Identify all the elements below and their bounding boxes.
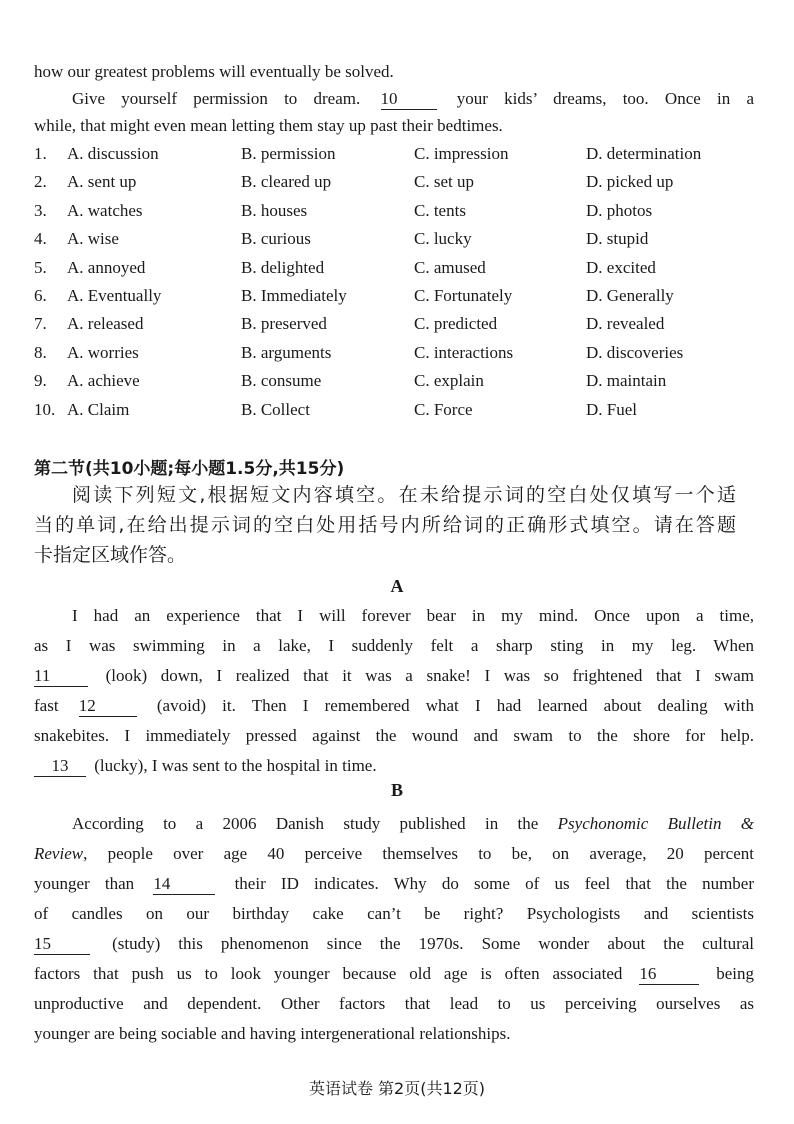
instruction-line: 当的单词,在给出提示词的空白处用括号内所给词的正确形式填空。请在答题 [34, 514, 736, 536]
passage-text: (look) down, I realized that it was a snake! I was so frightened that I swam [105, 666, 755, 685]
option-b[interactable]: B. permission [241, 144, 336, 163]
passage-a-heading: A [390, 576, 404, 596]
passage-line [72, 812, 754, 836]
passage-text: According to a 2006 Danish study published in the [72, 814, 539, 833]
passage-text: (avoid) it. Then I remembered what I had learned about dealing with [156, 696, 755, 715]
option-a[interactable]: A. worries [67, 342, 139, 362]
option-b[interactable]: B. Immediately [241, 286, 347, 305]
passage-line: how our greatest problems will eventually be solved. [34, 62, 394, 81]
question-number: 7. [34, 314, 47, 334]
question-number: 1. [34, 144, 47, 163]
option-b[interactable]: B. cleared up [241, 172, 332, 192]
option-d[interactable]: D. picked up [586, 172, 674, 192]
option-row [34, 197, 754, 225]
passage-text: your kids’ dreams, too. Once in a [456, 89, 755, 108]
option-row [34, 254, 754, 282]
option-c[interactable]: C. lucky [414, 229, 472, 249]
question-number: 3. [34, 200, 47, 220]
passage-text: Give yourself permission to dream. [72, 89, 361, 108]
option-c[interactable]: C. set up [414, 172, 474, 192]
option-c[interactable]: C. Fortunately [414, 286, 513, 305]
option-row [34, 367, 754, 395]
option-a[interactable]: A. achieve [67, 371, 140, 391]
question-number: 4. [34, 229, 47, 249]
passage-text: being [716, 964, 755, 983]
passage-line: of candles on our birthday cake can’t be right? Psychologists and scientists [34, 904, 754, 923]
passage-b-heading: B [390, 780, 403, 800]
option-a[interactable]: A. watches [67, 200, 143, 220]
option-d[interactable]: D. photos [586, 200, 653, 220]
passage-line [72, 87, 754, 111]
option-b[interactable]: B. Collect [241, 399, 310, 419]
passage-line: snakebites. I immediately pressed against the wound and swam to the shore for help. [34, 726, 754, 745]
passage-text: , people over age 40 perceive themselves to be, on average, 20 percent [83, 844, 754, 863]
passage-line [34, 754, 754, 778]
passage-line: unproductive and dependent. Other factors that lead to us perceiving ourselves as [34, 994, 754, 1013]
blank-15[interactable]: 15 [34, 934, 90, 955]
passage-line: as I was swimming in a lake, I suddenly felt a sharp sting in my leg. When [34, 636, 754, 655]
option-c[interactable]: C. Force [414, 399, 473, 419]
option-c[interactable]: C. explain [414, 371, 484, 391]
option-row [34, 396, 754, 424]
passage-line: while, that might even mean letting them stay up past their bedtimes. [34, 116, 503, 135]
passage-text: (lucky), I was sent to the hospital in time. [94, 756, 377, 775]
passage-line [34, 962, 754, 986]
option-c[interactable]: C. impression [414, 144, 509, 163]
option-a[interactable]: A. discussion [67, 144, 159, 163]
option-row [34, 168, 754, 196]
option-d[interactable]: D. excited [586, 257, 656, 277]
option-row [34, 310, 754, 338]
option-c[interactable]: C. interactions [414, 342, 514, 362]
question-number: 2. [34, 172, 47, 192]
journal-title: Review [34, 844, 84, 863]
option-a[interactable]: A. Claim [67, 399, 130, 419]
passage-text: (study) this phenomenon since the 1970s. Some wonder about the cultural [112, 934, 754, 953]
journal-title: Psychonomic Bulletin & [557, 814, 755, 833]
passage-text: younger than [34, 874, 135, 893]
option-row [34, 282, 754, 310]
option-row [34, 339, 754, 367]
option-a[interactable]: A. annoyed [67, 257, 146, 277]
passage-line [34, 872, 754, 896]
option-c[interactable]: C. tents [414, 200, 466, 220]
instruction-line: 阅读下列短文,根据短文内容填空。在未给提示词的空白处仅填写一个适 [72, 484, 736, 506]
question-number: 10. [34, 399, 56, 419]
blank-13[interactable]: 13 [34, 756, 86, 777]
passage-line [34, 842, 754, 866]
page-footer: 英语试卷 第2页(共12页) [308, 1079, 486, 1098]
passage-line: younger are being sociable and having intergenerational relationships. [34, 1024, 511, 1043]
passage-line [34, 694, 754, 718]
section-title: 第二节(共10小题;每小题1.5分,共15分) [34, 459, 345, 479]
passage-line [34, 664, 754, 688]
blank-11[interactable]: 11 [34, 666, 88, 687]
option-row [34, 225, 754, 253]
question-number: 9. [34, 371, 47, 391]
blank-10[interactable]: 10 [381, 89, 437, 110]
option-b[interactable]: B. consume [241, 371, 322, 391]
option-d[interactable]: D. Generally [586, 286, 674, 305]
option-a[interactable]: A. sent up [67, 172, 137, 192]
option-a[interactable]: A. wise [67, 229, 119, 249]
option-b[interactable]: B. curious [241, 229, 311, 249]
option-a[interactable]: A. released [67, 314, 144, 334]
option-c[interactable]: C. predicted [414, 314, 498, 334]
option-c[interactable]: C. amused [414, 257, 486, 277]
question-number: 8. [34, 342, 47, 362]
option-d[interactable]: D. maintain [586, 371, 667, 391]
blank-12[interactable]: 12 [79, 696, 137, 717]
passage-line [34, 932, 754, 956]
option-a[interactable]: A. Eventually [67, 286, 162, 305]
option-d[interactable]: D. determination [586, 144, 702, 163]
blank-14[interactable]: 14 [153, 874, 215, 895]
option-b[interactable]: B. arguments [241, 342, 332, 362]
question-number: 5. [34, 257, 47, 277]
option-d[interactable]: D. stupid [586, 229, 649, 249]
passage-line: I had an experience that I will forever bear in my mind. Once upon a time, [72, 606, 754, 625]
blank-16[interactable]: 16 [639, 964, 699, 985]
passage-text: factors that push us to look younger because old age is often associated [34, 964, 623, 983]
option-d[interactable]: D. revealed [586, 314, 665, 334]
option-row [34, 140, 754, 168]
passage-text: their ID indicates. Why do some of us feel that the number [234, 874, 755, 893]
option-d[interactable]: D. discoveries [586, 342, 684, 362]
instruction-line: 卡指定区域作答。 [34, 544, 187, 566]
option-d[interactable]: D. Fuel [586, 399, 637, 419]
passage-text: fast [34, 696, 59, 715]
option-b[interactable]: B. houses [241, 200, 308, 220]
option-b[interactable]: B. delighted [241, 257, 325, 277]
option-b[interactable]: B. preserved [241, 314, 327, 334]
question-number: 6. [34, 286, 47, 305]
